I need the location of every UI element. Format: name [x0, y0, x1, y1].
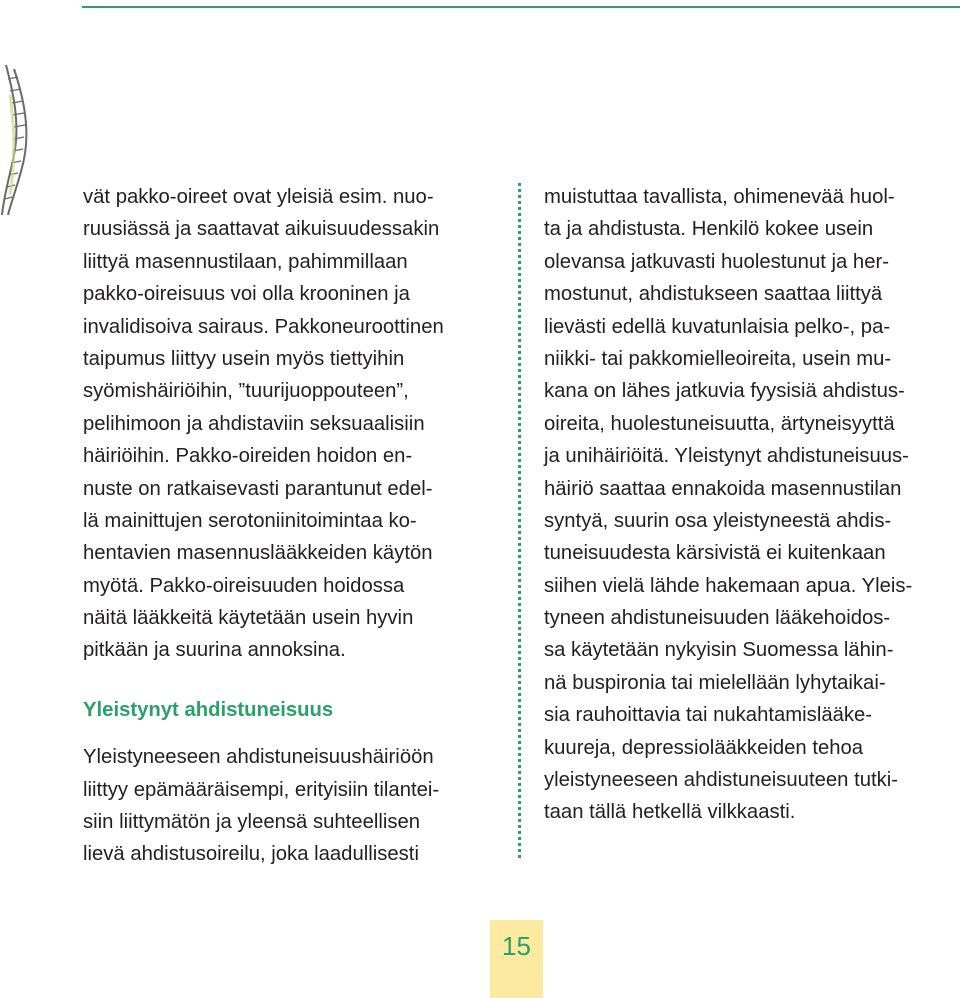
text-line: ruusiässä ja saattavat aikuisuudessakin	[83, 218, 440, 241]
text-line: yleistyneeseen ahdistuneisuuteen tutki-	[544, 769, 899, 792]
right-column	[544, 181, 956, 829]
text-line: tuneisuudesta kärsivistä ei kuitenkaan	[544, 542, 886, 565]
text-line: siin liittymätön ja yleensä suhteellisen	[83, 811, 421, 834]
text-line: liittyy epämääräisempi, erityisiin tilantei-	[83, 778, 440, 801]
text-line: pakko-oireisuus voi olla krooninen ja	[83, 283, 410, 306]
text-line: kana on lähes jatkuvia fyysisiä ahdistus-	[544, 380, 905, 403]
left-column	[83, 181, 508, 871]
text-line: niikki- tai pakkomielleoireita, usein mu-	[544, 347, 892, 370]
text-line: ta ja ahdistusta. Henkilö kokee usein	[544, 218, 874, 241]
text-line: ja unihäiriöitä. Yleistynyt ahdistuneisuus-	[544, 445, 909, 468]
text-line: Yleistyneeseen ahdistuneisuushäiriöön	[83, 746, 434, 769]
text-line: olevansa jatkuvasti huolestunut ja her-	[544, 250, 889, 273]
text-line: muistuttaa tavallista, ohimenevää huol-	[544, 186, 895, 208]
text-line: pelihimoon ja ahdistaviin seksuaalisiin	[83, 412, 425, 435]
text-line: taan tällä hetkellä vilkkaasti.	[544, 801, 796, 824]
section-heading: Yleistynyt ahdistuneisuus	[83, 698, 334, 721]
column-divider	[518, 183, 521, 858]
text-line: myötä. Pakko-oireisuuden hoidossa	[83, 574, 405, 597]
text-line: liittyä masennustilaan, pahimmillaan	[83, 250, 408, 273]
left-body-text	[83, 181, 508, 667]
text-line: vät pakko-oireet ovat yleisiä esim. nuo-	[83, 186, 434, 208]
text-line: tyneen ahdistuneisuuden lääkehoidos-	[544, 607, 891, 630]
page-number: 15	[490, 920, 543, 998]
top-rule	[82, 6, 960, 8]
text-line: syömishäiriöihin, ”tuurijuoppouteen”,	[83, 380, 409, 403]
text-line: sia rauhoittavia tai nukahtamislääke-	[544, 704, 873, 727]
text-line: pitkään ja suurina annoksina.	[83, 639, 346, 662]
text-line: invalidisoiva sairaus. Pakkoneuroottinen	[83, 315, 444, 338]
text-line: hentavien masennuslääkkeiden käytön	[83, 542, 433, 565]
text-line: näitä lääkkeitä käytetään usein hyvin	[83, 607, 414, 630]
text-line: nuste on ratkaisevasti parantunut edel-	[83, 477, 433, 500]
text-line: mostunut, ahdistukseen saattaa liittyä	[544, 283, 883, 306]
text-line: siihen vielä lähde hakemaan apua. Yleis-	[544, 574, 913, 597]
text-line: kuureja, depressiolääkkeiden tehoa	[544, 736, 864, 759]
text-line: lievä ahdistusoireilu, joka laadullisesti	[83, 843, 419, 866]
left-section-text	[83, 741, 508, 871]
text-line: nä buspironia tai mielellään lyhytaikai-	[544, 671, 886, 694]
leaf-sketch-icon	[0, 55, 50, 215]
text-line: häiriöihin. Pakko-oireiden hoidon en-	[83, 445, 413, 468]
text-line: sa käytetään nykyisin Suomessa lähin-	[544, 639, 894, 662]
text-line: lä mainittujen serotoniinitoimintaa ko-	[83, 509, 417, 532]
text-line: oireita, huolestuneisuutta, ärtyneisyyttä	[544, 412, 895, 435]
text-line: lievästi edellä kuvatunlaisia pelko-, pa-	[544, 315, 891, 338]
text-line: häiriö saattaa ennakoida masennustilan	[544, 477, 902, 500]
text-line: taipumus liittyy usein myös tiettyihin	[83, 347, 405, 370]
text-line: syntyä, suurin osa yleistyneestä ahdis-	[544, 509, 892, 532]
